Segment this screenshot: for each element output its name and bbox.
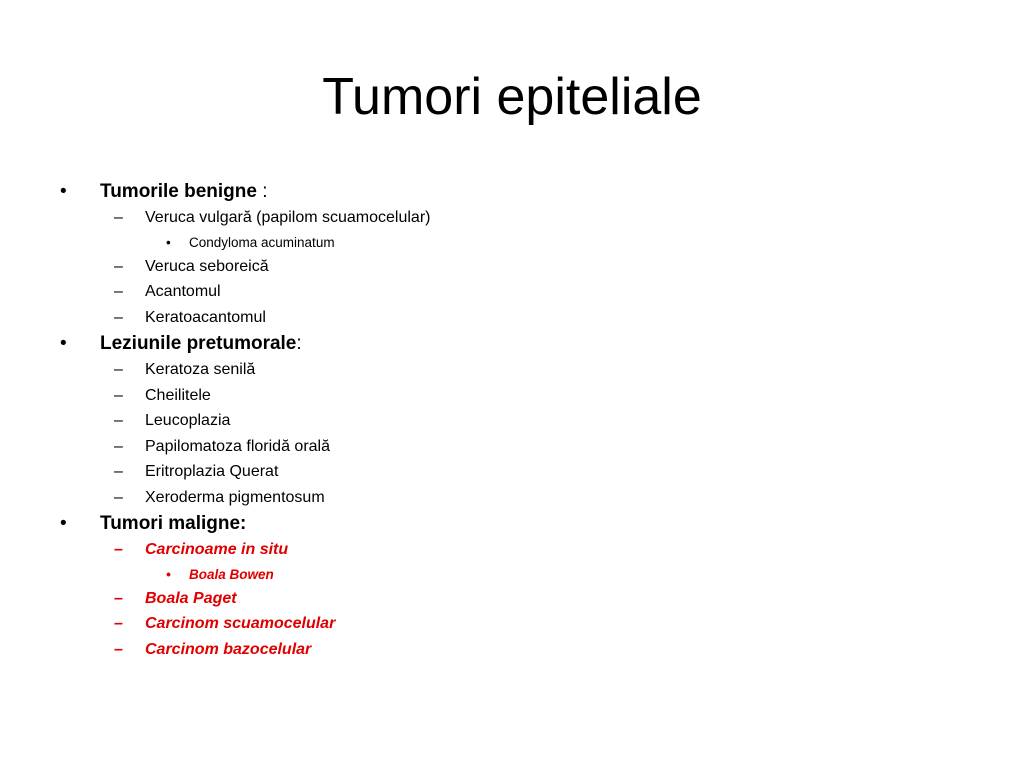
dash-bullet-icon: – [114, 541, 123, 558]
dash-bullet-icon: – [114, 308, 123, 326]
list-item-label: Carcinom scuamocelular [145, 615, 336, 632]
list-item [56, 279, 956, 305]
sub-list-item-label: Condyloma acuminatum [189, 234, 335, 250]
sub-list-item-highlighted [56, 563, 956, 586]
dash-bullet-icon: – [114, 437, 123, 455]
bullet-section-malignant [56, 510, 956, 537]
list-item [56, 357, 956, 383]
list-item [56, 305, 956, 331]
list-item [56, 383, 956, 409]
dash-bullet-icon: – [114, 361, 123, 378]
list-item-highlighted [56, 637, 956, 663]
dash-bullet-icon: – [114, 589, 123, 607]
section-heading-suffix: : [296, 333, 302, 354]
list-item [56, 254, 956, 280]
bullet-section-pretumoral [56, 330, 956, 357]
list-item-label: Keratoza senilă [145, 361, 256, 378]
dash-bullet-icon: – [114, 209, 123, 226]
list-item-label: Leucoplazia [145, 412, 231, 429]
section-heading: Tumorile benigne [100, 181, 257, 202]
dash-bullet-icon: – [114, 463, 123, 480]
dash-bullet-icon: – [114, 386, 123, 404]
list-item-label: Acantomul [145, 283, 221, 300]
section-heading: Leziunile pretumorale [100, 333, 297, 354]
list-item-label: Keratoacantomul [145, 308, 266, 326]
list-item [56, 459, 956, 485]
list-item-label: Carcinom bazocelular [145, 640, 312, 658]
dash-bullet-icon: – [114, 615, 123, 632]
slide-title: Tumori epiteliale [322, 68, 702, 126]
bullet-dot-icon: • [60, 513, 67, 534]
list-item-label: Cheilitele [145, 386, 211, 404]
list-item-label: Veruca vulgară (papilom scuamocelular) [145, 209, 431, 226]
dash-bullet-icon: – [114, 640, 123, 658]
bullet-dot-icon: • [166, 234, 171, 250]
bullet-section-benign [56, 178, 956, 205]
list-item [56, 485, 956, 511]
list-item [56, 434, 956, 460]
bullet-list [56, 178, 956, 662]
list-item-label: Xeroderma pigmentosum [145, 488, 325, 506]
list-item-label: Boala Paget [145, 589, 237, 607]
sub-list-item-label: Boala Bowen [189, 566, 274, 582]
bullet-dot-icon: • [166, 566, 171, 582]
section-heading: Tumori maligne: [100, 513, 247, 534]
dash-bullet-icon: – [114, 257, 123, 275]
dash-bullet-icon: – [114, 412, 123, 429]
list-item [56, 408, 956, 434]
list-item-highlighted [56, 611, 956, 637]
section-heading-suffix: : [256, 181, 268, 202]
dash-bullet-icon: – [114, 283, 123, 300]
list-item-label: Carcinoame in situ [145, 541, 289, 558]
list-item-label: Papilomatoza floridă orală [145, 437, 330, 455]
list-item [56, 205, 956, 231]
list-item-label: Veruca seboreică [145, 257, 269, 275]
list-item-label: Eritroplazia Querat [145, 463, 279, 480]
list-item-highlighted [56, 586, 956, 612]
sub-list-item [56, 231, 956, 254]
bullet-dot-icon: • [60, 333, 67, 354]
bullet-dot-icon: • [60, 181, 67, 202]
list-item-highlighted [56, 537, 956, 563]
dash-bullet-icon: – [114, 488, 123, 506]
